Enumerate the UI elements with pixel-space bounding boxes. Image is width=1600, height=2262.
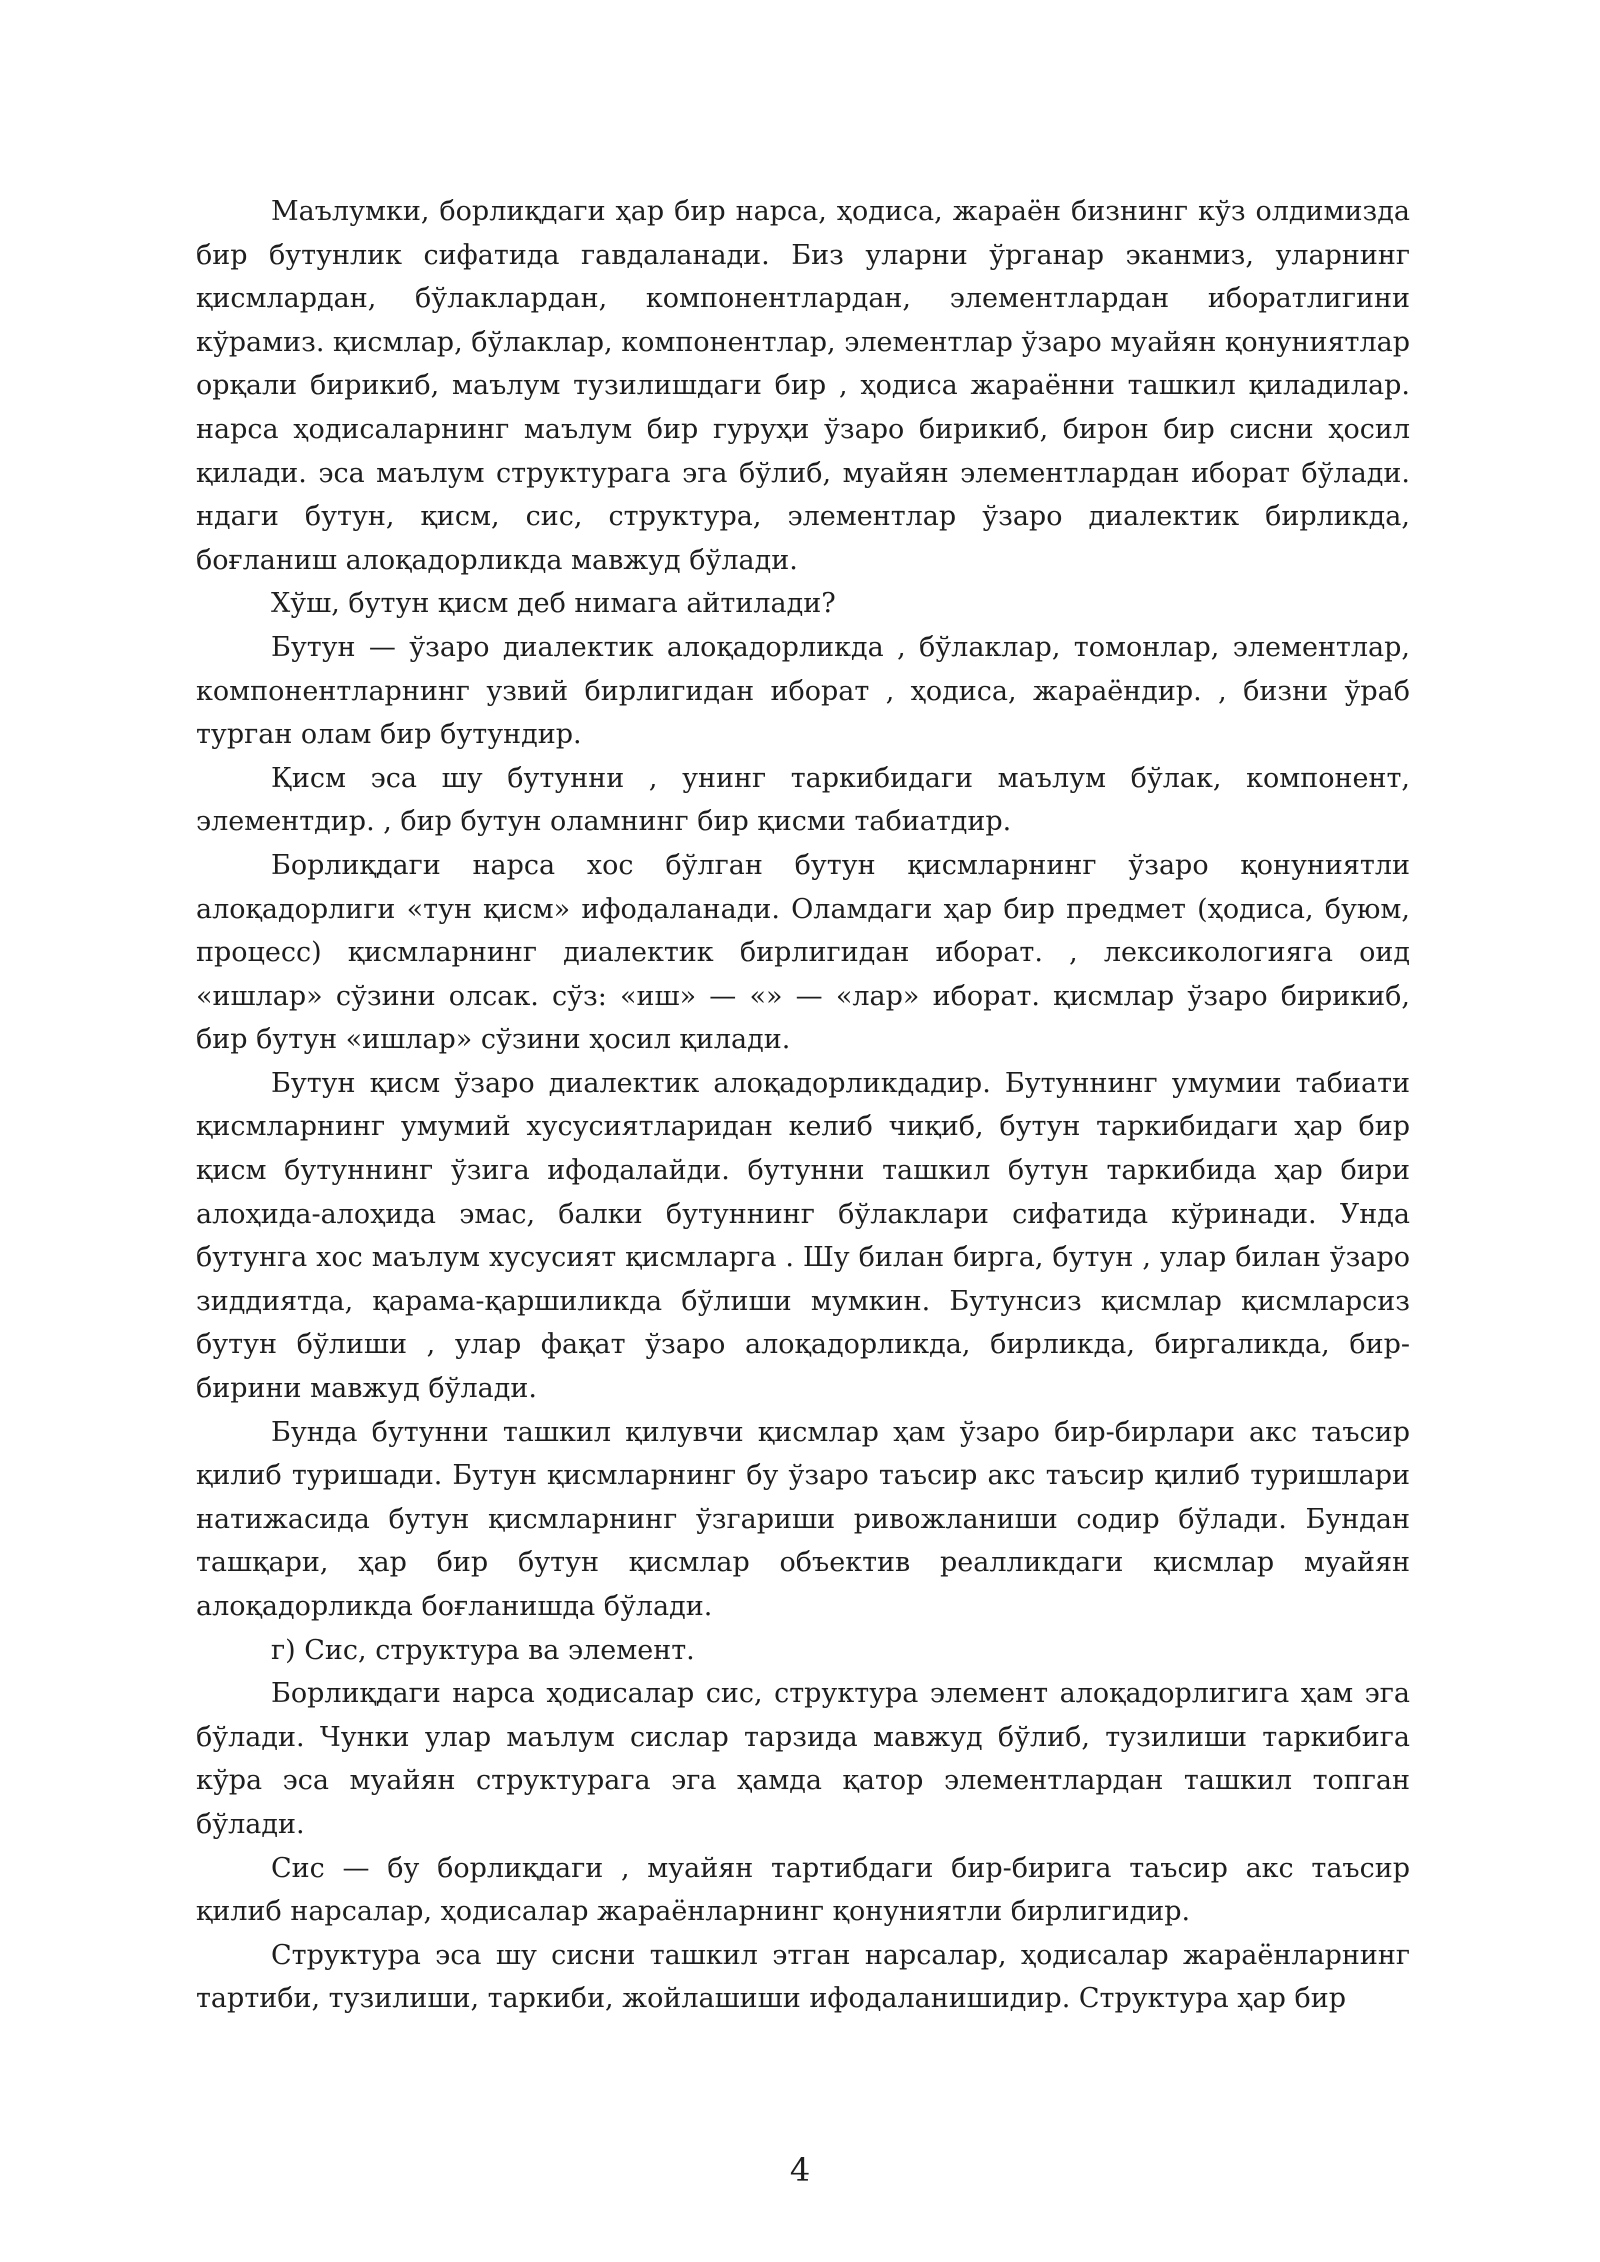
paragraph-7: Бунда бутунни ташкил қилувчи қисмлар ҳам ўзаро бир-бирлари акс таъсир қилиб туришади. Бутун қисмларнинг бу ўзаро таъсир акс таъсир қилиб туришлари натижасида бутун қисмларнинг ўзгариши ривожланиши содир бўлади. Бундан ташқари, ҳар бир бутун қисмлар объектив реалликдаги қисмлар муайян алоқадорликда боғланишда бўлади. xyxy=(196,1416,1410,1622)
paragraph-4: Қисм эса шу бутунни , унинг таркибидаги маълум бўлак, компонент, элементдир. , бир бутун оламнинг бир қисми табиатдир. xyxy=(196,762,1410,838)
paragraph-6: Бутун қисм ўзаро диалектик алоқадорликдадир. Бутуннинг умумии табиати қисмларнинг умумий хусусиятларидан келиб чиқиб, бутун таркибидаги ҳар бир қисм бутуннинг ўзига ифодалайди. бутунни ташкил бутун таркибида ҳар бири алоҳида-алоҳида эмас, балки бутуннинг бўлаклари сифатида кўринади. Унда бутунга хос маълум хусусият қисмларга . Шу билан бирга, бутун , улар билан ўзаро зиддиятда, қарама-қаршиликда бўлиши мумкин. Бутунсиз қисмлар қисмларсиз бутун бўлиши , улар фақат ўзаро алоқадорликда, бирликда, биргаликда, бир-бирини мавжуд бўлади. xyxy=(196,1067,1410,1405)
paragraph-5: Борлиқдаги нарса хос бўлган бутун қисмларнинг ўзаро қонуниятли алоқадорлиги «тун қисм» ифодаланади. Оламдаги ҳар бир предмет (ҳодиса, буюм, процесс) қисмларнинг диалектик бирлигидан иборат. , лексикологияга оид «ишлар» сўзини олсак. сўз: «иш» — «» — «лар» иборат. қисмлар ўзаро бирикиб, бир бутун «ишлар» сўзини ҳосил қилади. xyxy=(196,849,1410,1056)
page-number: 4 xyxy=(789,2151,811,2189)
paragraph-1: Маълумки, борлиқдаги ҳар бир нарса, ҳодиса, жараён бизнинг кўз олдимизда бир бутунлик сифатида гавдаланади. Биз уларни ўрганар эканмиз, уларнинг қисмлардан, бўлаклардан, компонентлардан, элементлардан иборатлигини кўрамиз. қисмлар, бўлаклар, компонентлар, элементлар ўзаро муайян қонуниятлар орқали бирикиб, маълум тузилишдаги бир , ҳодиса жараённи ташкил қиладилар. нарса ҳодисаларнинг маълум бир гуруҳи ўзаро бирикиб, бирон бир сисни ҳосил қилади. эса маълум структурага эга бўлиб, муайян элементлардан иборат бўлади. ндаги бутун, қисм, сис, структура, элементлар ўзаро диалектик бирликда, боғланиш алоқадорликда мавжуд бўлади. xyxy=(196,196,1410,576)
paragraph-10: Сис — бу борлиқдаги , муайян тартибдаги бир-бирига таъсир акс таъсир қилиб нарсалар, ҳодисалар жараёнларнинг қонуниятли бирлигидир. xyxy=(196,1852,1410,1928)
paragraph-11: Структура эса шу сисни ташкил этган нарсалар, ҳодисалар жараёнларнинг тартиби, тузилиши, таркиби, жойлашиши ифодаланишидир. Структура ҳар бир xyxy=(196,1939,1410,2015)
paragraph-9: Борлиқдаги нарса ҳодисалар сис, структура элемент алоқадорлигига ҳам эга бўлади. Чунки улар маълум сислар тарзида мавжуд бўлиб, тузилиши таркибига кўра эса муайян структурага эга ҳамда қатор элементлардан ташкил топган бўлади. xyxy=(196,1678,1410,1840)
paragraph-3: Бутун — ўзаро диалектик алоқадорликда , бўлаклар, томонлар, элементлар, компонентларнинг узвий бирлигидан иборат , ҳодиса, жараёндир. , бизни ўраб турган олам бир бутундир. xyxy=(196,631,1410,751)
document-body xyxy=(196,190,1410,2021)
paragraph-2: Хўш, бутун қисм деб нимага айтилади? xyxy=(271,588,836,620)
section-heading: г) Сис, структура ва элемент. xyxy=(271,1634,695,1666)
